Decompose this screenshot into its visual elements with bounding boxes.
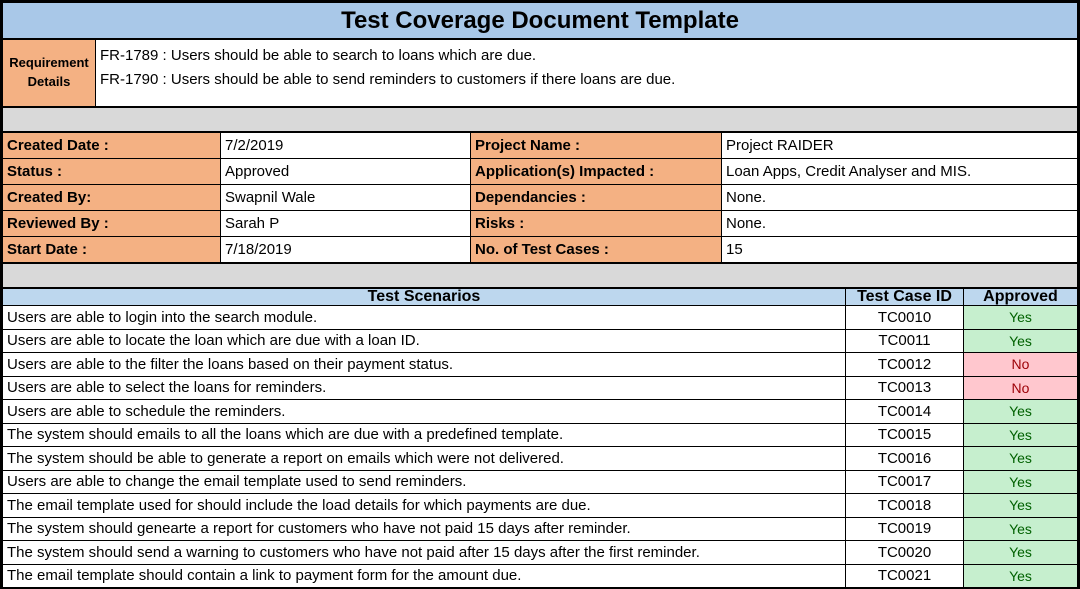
requirement-details[interactable]	[96, 40, 1078, 107]
scenario-text[interactable]: Users are able to select the loans for reminders.	[3, 376, 846, 400]
project-name-label: Project Name :	[471, 133, 722, 159]
approved-status[interactable]: No	[964, 353, 1078, 377]
document-title: Test Coverage Document Template	[3, 3, 1078, 39]
scenario-text[interactable]: Users are able to login into the search module.	[3, 306, 846, 330]
scenario-column-header[interactable]: Test Scenarios	[3, 289, 846, 306]
title-table	[2, 2, 1078, 39]
table-row[interactable]	[3, 564, 1078, 588]
test-case-id[interactable]: TC0020	[846, 541, 964, 565]
table-row[interactable]	[3, 494, 1078, 518]
test-scenarios-table	[2, 288, 1078, 588]
table-row[interactable]	[3, 517, 1078, 541]
test-case-id[interactable]: TC0017	[846, 470, 964, 494]
dependancies-value[interactable]: None.	[722, 185, 1078, 211]
approved-status[interactable]: No	[964, 376, 1078, 400]
spacer-row	[2, 107, 1078, 132]
requirement-label: Requirement Details	[3, 40, 96, 107]
created-by-label: Created By:	[3, 185, 221, 211]
start-date-value[interactable]: 7/18/2019	[221, 237, 471, 263]
test-case-id[interactable]: TC0018	[846, 494, 964, 518]
status-value[interactable]: Approved	[221, 159, 471, 185]
scenario-text[interactable]: The system should genearte a report for customers who have not paid 15 days after reminder.	[3, 517, 846, 541]
test-case-id[interactable]: TC0019	[846, 517, 964, 541]
reviewed-by-value[interactable]: Sarah P	[221, 211, 471, 237]
table-row[interactable]	[3, 470, 1078, 494]
scenario-text[interactable]: Users are able to schedule the reminders.	[3, 400, 846, 424]
spacer-cell	[3, 108, 1078, 132]
approved-status[interactable]: Yes	[964, 447, 1078, 471]
approved-status[interactable]: Yes	[964, 517, 1078, 541]
risks-label: Risks :	[471, 211, 722, 237]
approved-status[interactable]: Yes	[964, 306, 1078, 330]
project-name-value[interactable]: Project RAIDER	[722, 133, 1078, 159]
test-case-id[interactable]: TC0013	[846, 376, 964, 400]
scenario-text[interactable]: The email template should contain a link to payment form for the amount due.	[3, 564, 846, 588]
num-test-cases-value[interactable]: 15	[722, 237, 1078, 263]
requirement-line: FR-1789 : Users should be able to search to loans which are due.	[100, 47, 537, 64]
table-row[interactable]	[3, 329, 1078, 353]
test-case-id[interactable]: TC0015	[846, 423, 964, 447]
status-label: Status :	[3, 159, 221, 185]
test-case-id[interactable]: TC0010	[846, 306, 964, 330]
scenario-text[interactable]: The system should emails to all the loans which are due with a predefined template.	[3, 423, 846, 447]
table-row[interactable]	[3, 423, 1078, 447]
scenario-text[interactable]: Users are able to the filter the loans based on their payment status.	[3, 353, 846, 377]
table-row[interactable]	[3, 541, 1078, 565]
approved-status[interactable]: Yes	[964, 494, 1078, 518]
approved-column-header[interactable]: Approved	[964, 289, 1078, 306]
scenario-rows	[3, 306, 1078, 588]
project-info-table	[2, 132, 1078, 263]
scenario-text[interactable]: The system should be able to generate a report on emails which were not delivered.	[3, 447, 846, 471]
test-case-id[interactable]: TC0012	[846, 353, 964, 377]
apps-impacted-label: Application(s) Impacted :	[471, 159, 722, 185]
apps-impacted-value[interactable]: Loan Apps, Credit Analyser and MIS.	[722, 159, 1078, 185]
test-case-id[interactable]: TC0014	[846, 400, 964, 424]
created-date-label: Created Date :	[3, 133, 221, 159]
approved-status[interactable]: Yes	[964, 470, 1078, 494]
test-case-id-column-header[interactable]: Test Case ID	[846, 289, 964, 306]
approved-status[interactable]: Yes	[964, 400, 1078, 424]
test-case-id[interactable]: TC0016	[846, 447, 964, 471]
risks-value[interactable]: None.	[722, 211, 1078, 237]
test-case-id[interactable]: TC0021	[846, 564, 964, 588]
created-by-value[interactable]: Swapnil Wale	[221, 185, 471, 211]
table-row[interactable]	[3, 447, 1078, 471]
spacer-row	[2, 263, 1078, 288]
table-row[interactable]	[3, 306, 1078, 330]
approved-status[interactable]: Yes	[964, 564, 1078, 588]
reviewed-by-label: Reviewed By :	[3, 211, 221, 237]
start-date-label: Start Date :	[3, 237, 221, 263]
scenario-text[interactable]: The email template used for should include the load details for which payments are due.	[3, 494, 846, 518]
table-row[interactable]	[3, 400, 1078, 424]
approved-status[interactable]: Yes	[964, 541, 1078, 565]
test-case-id[interactable]: TC0011	[846, 329, 964, 353]
dependancies-label: Dependancies :	[471, 185, 722, 211]
approved-status[interactable]: Yes	[964, 423, 1078, 447]
requirement-line: FR-1790 : Users should be able to send reminders to customers if there loans are due.	[100, 71, 676, 88]
spacer-cell	[3, 264, 1078, 288]
scenario-text[interactable]: Users are able to change the email template used to send reminders.	[3, 470, 846, 494]
requirement-table	[2, 39, 1078, 107]
scenario-text[interactable]: Users are able to locate the loan which are due with a loan ID.	[3, 329, 846, 353]
num-test-cases-label: No. of Test Cases :	[471, 237, 722, 263]
scenario-text[interactable]: The system should send a warning to customers who have not paid after 15 days after the first reminder.	[3, 541, 846, 565]
table-row[interactable]	[3, 376, 1078, 400]
approved-status[interactable]: Yes	[964, 329, 1078, 353]
table-row[interactable]	[3, 353, 1078, 377]
created-date-value[interactable]: 7/2/2019	[221, 133, 471, 159]
